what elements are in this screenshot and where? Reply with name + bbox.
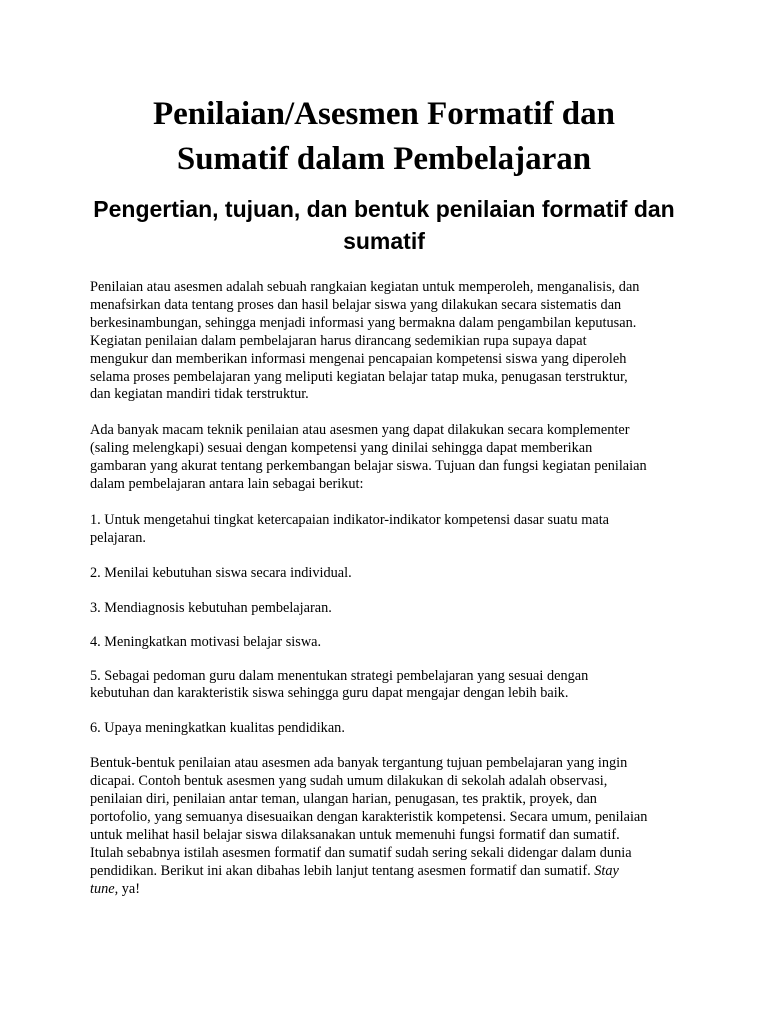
document-body [90, 279, 690, 916]
text-line: kebutuhan dan karakteristik siswa sehingga guru dapat mengajar dengan lebih baik. [90, 685, 569, 702]
text-line: selama proses pembelajaran yang meliputi kegiatan belajar tatap muka, penugasan terstruktur, [90, 368, 628, 385]
list-item [90, 668, 690, 704]
text-line: dalam pembelajaran antara lain sebagai berikut: [90, 476, 364, 493]
paragraph-forms [90, 755, 690, 898]
text-line: mengukur dan memberikan informasi mengenai pencapaian kompetensi siswa yang diperoleh [90, 350, 627, 367]
paragraph-techniques [90, 422, 690, 494]
text-line: 3. Mendiagnosis kebutuhan pembelajaran. [90, 599, 332, 616]
document-title [60, 92, 708, 182]
text-line: penilaian diri, penilaian antar teman, ulangan harian, penugasan, tes praktik, proyek, dan [90, 791, 597, 808]
text-line: menafsirkan data tentang proses dan hasil belajar siswa yang dilakukan secara sistematis dan [90, 296, 622, 313]
text-line: pendidikan. Berikut ini akan dibahas lebih lanjut tentang asesmen formatif dan sumatif. [90, 862, 595, 879]
text-line: 1. Untuk mengetahui tingkat ketercapaian indikator-indikator kompetensi dasar suatu mata [90, 511, 610, 528]
text-line: Bentuk-bentuk penilaian atau asesmen ada banyak tergantung tujuan pembelajaran yang ingin [90, 755, 628, 772]
text-line: 4. Meningkatkan motivasi belajar siswa. [90, 633, 322, 650]
text-line: 5. Sebagai pedoman guru dalam menentukan strategi pembelajaran yang sesuai dengan [90, 667, 589, 684]
text-line: pelajaran. [90, 529, 146, 546]
document-subtitle-line: Pengertian, tujuan, dan bentuk penilaian formatif dan [93, 196, 675, 222]
text-line: Itulah sebabnya istilah asesmen formatif dan sumatif sudah sering sekali didengar dalam dunia [90, 844, 632, 861]
text-line: ya! [118, 880, 141, 897]
italic-text: tune, [90, 880, 119, 897]
list-item [90, 600, 690, 618]
text-line: 6. Upaya meningkatkan kualitas pendidikan. [90, 720, 345, 737]
text-line: Penilaian atau asesmen adalah sebuah rangkaian kegiatan untuk memperoleh, menganalisis, dan [90, 279, 640, 295]
italic-text: Stay [594, 862, 619, 879]
text-line: 2. Menilai kebutuhan siswa secara individual. [90, 564, 352, 581]
list-item [90, 565, 690, 583]
paragraph-definition [90, 279, 690, 404]
text-line: dan kegiatan mandiri tidak terstruktur. [90, 386, 309, 403]
document-title-line: Sumatif dalam Pembelajaran [176, 141, 592, 177]
text-line: dicapai. Contoh bentuk asesmen yang sudah umum dilakukan di sekolah adalah observasi, [90, 773, 608, 790]
text-line: berkesinambungan, sehingga menjadi informasi yang bermakna dalam pengambilan keputusan. [90, 314, 637, 331]
list-item [90, 720, 690, 738]
text-line: Kegiatan penilaian dalam pembelajaran harus dirancang sedemikian rupa supaya dapat [90, 332, 587, 349]
text-line: gambaran yang akurat tentang perkembangan belajar siswa. Tujuan dan fungsi kegiatan penilaian [90, 458, 647, 475]
document-subtitle-line: sumatif [343, 228, 425, 254]
text-line: portofolio, yang semuanya disesuaikan dengan karakteristik kompetensi. Secara umum, penilaian [90, 808, 648, 825]
text-line: Ada banyak macam teknik penilaian atau asesmen yang dapat dilakukan secara komplementer [90, 422, 630, 439]
document-title-line: Penilaian/Asesmen Formatif dan [153, 96, 615, 132]
document-subtitle [80, 193, 688, 257]
list-item [90, 512, 690, 548]
text-line: untuk melihat hasil belajar siswa dilaksanakan untuk memenuhi fungsi formatif dan sumatif. [90, 826, 620, 843]
text-line: (saling melengkapi) sesuai dengan kompetensi yang dinilai sehingga dapat memberikan [90, 440, 593, 457]
list-item [90, 634, 690, 652]
